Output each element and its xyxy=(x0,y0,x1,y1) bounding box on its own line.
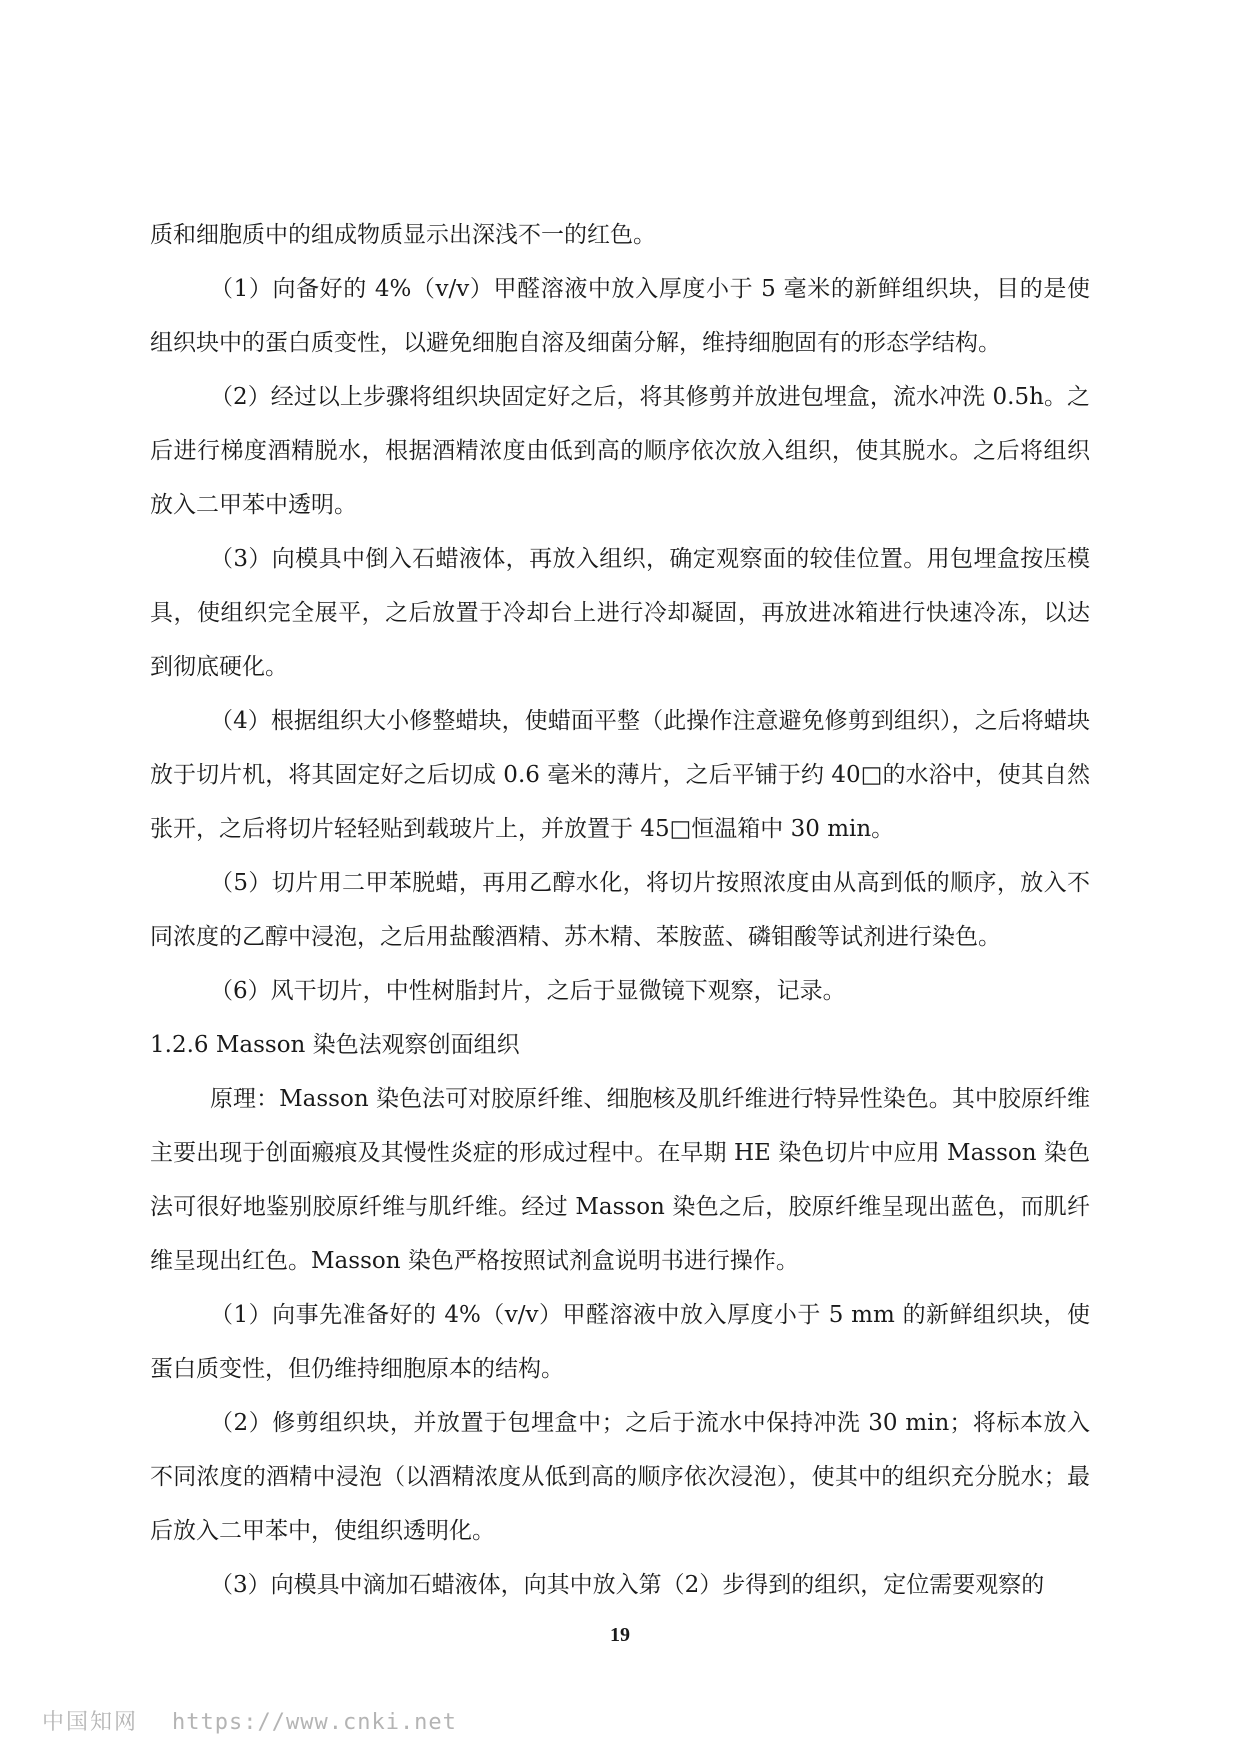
paragraph-1: （1）向备好的 4%（v/v）甲醛溶液中放入厚度小于 5 毫米的新鲜组织块，目的是使组织块中的蛋白质变性，以避免细胞自溶及细菌分解，维持细胞固有的形态学结构。 xyxy=(150,276,1090,356)
paragraph-step-1: （1）向事先准备好的 4%（v/v）甲醛溶液中放入厚度小于 5 mm 的新鲜组织块，使蛋白质变性，但仍维持细胞原本的结构。 xyxy=(150,1302,1090,1382)
paragraph-6: （6）风干切片，中性树脂封片，之后于显微镜下观察，记录。 xyxy=(210,978,846,1004)
paragraph-step-2: （2）修剪组织块，并放置于包埋盒中；之后于流水中保持冲洗 30 min；将标本放入不同浓度的酒精中浸泡（以酒精浓度从低到高的顺序依次浸泡），使其中的组织充分脱水；最后放入二甲苯中，使组织透明化。 xyxy=(150,1410,1090,1544)
paragraph-0: 质和细胞质中的组成物质显示出深浅不一的红色。 xyxy=(150,222,656,248)
section-heading: 1.2.6 Masson 染色法观察创面组织 xyxy=(150,1032,520,1058)
watermark-url: https://www.cnki.net xyxy=(172,1710,457,1735)
paragraph-3: （3）向模具中倒入石蜡液体，再放入组织，确定观察面的较佳位置。用包埋盒按压模具，使组织完全展平，之后放置于冷却台上进行冷却凝固，再放进冰箱进行快速冷冻，以达到彻底硬化。 xyxy=(150,546,1090,680)
paragraph-principle: 原理：Masson 染色法可对胶原纤维、细胞核及肌纤维进行特异性染色。其中胶原纤维主要出现于创面瘢痕及其慢性炎症的形成过程中。在早期 HE 染色切片中应用 Masson 染色法可很好地鉴别胶原纤维与肌纤维。经过 Masson 染色之后，胶原纤维呈现出蓝色，而肌纤维呈现出红色。Masson 染色严格按照试剂盒说明书进行操作。 xyxy=(150,1086,1090,1274)
paragraph-step-3: （3）向模具中滴加石蜡液体，向其中放入第（2）步得到的组织，定位需要观察的 xyxy=(210,1572,1045,1598)
watermark xyxy=(42,1705,457,1736)
body-text xyxy=(150,208,1090,1612)
paragraph-2: （2）经过以上步骤将组织块固定好之后，将其修剪并放进包埋盒，流水冲洗 0.5h。之后进行梯度酒精脱水，根据酒精浓度由低到高的顺序依次放入组织，使其脱水。之后将组织放入二甲苯中透明。 xyxy=(150,384,1090,518)
watermark-brand: 中国知网 xyxy=(42,1710,139,1735)
paragraph-5: （5）切片用二甲苯脱蜡，再用乙醇水化，将切片按照浓度由从高到低的顺序，放入不同浓度的乙醇中浸泡，之后用盐酸酒精、苏木精、苯胺蓝、磷钼酸等试剂进行染色。 xyxy=(150,870,1090,950)
page-number: 19 xyxy=(610,1624,630,1646)
paragraph-4: （4）根据组织大小修整蜡块，使蜡面平整（此操作注意避免修剪到组织），之后将蜡块放于切片机，将其固定好之后切成 0.6 毫米的薄片，之后平铺于约 40□的水浴中，使其自然张开，之后将切片轻轻贴到载玻片上，并放置于 45□恒温箱中 30 min。 xyxy=(150,708,1090,842)
